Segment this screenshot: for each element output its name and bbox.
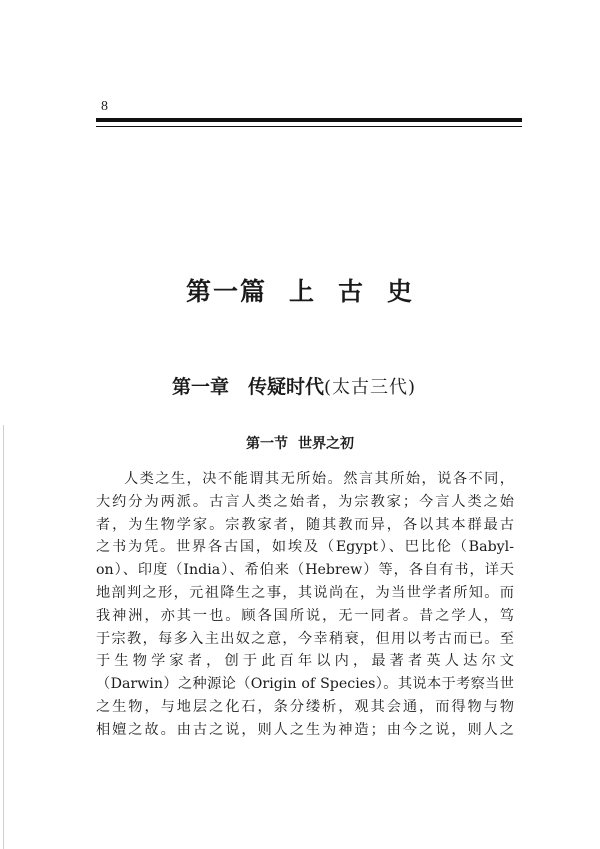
body-line: 于生物学家者，创于此百年以内，最著者英人达尔文 (96, 653, 514, 670)
chapter-title-main: 第一章 传疑时代 (172, 376, 325, 398)
section-title-label: 第一节 (246, 436, 288, 452)
scan-margin-line (3, 425, 4, 849)
part-title (0, 272, 600, 308)
body-line: 大约分为两派。古言人类之始者，为宗教家；今言人类之始 (96, 493, 514, 510)
header-rule-thin (96, 126, 522, 127)
body-line: 之书为凭。世界各古国，如埃及（Egypt）、巴比伦（Babyl- (96, 539, 514, 556)
part-title-word: 史 (387, 277, 415, 306)
section-title (0, 433, 600, 453)
part-title-word: 古 (338, 277, 366, 306)
body-line: 之生物，与地层之化石，条分缕析，观其会通，而得物与物 (96, 698, 514, 715)
page-number: 8 (101, 99, 108, 114)
body-line: 者，为生物学家。宗教家者，随其教而异，各以其本群最古 (96, 516, 514, 533)
body-line: on）、印度（India）、希伯来（Hebrew）等，各自有书，详天 (96, 562, 514, 579)
chapter-title (172, 372, 416, 399)
body-line: 人类之生，决不能谓其无所始。然言其所始，说各不同， (124, 471, 514, 487)
body-line: 于宗教，每多入主出奴之意，今幸稍衰，但用以考古而已。至 (96, 630, 514, 647)
body-paragraph (96, 468, 514, 742)
section-title-name: 世界之初 (298, 436, 354, 452)
part-title-word: 第一篇 (185, 277, 267, 306)
header-rule-thick (96, 118, 522, 122)
body-line: （Darwin）之种源论（Origin of Species）。其说本于考察当世 (96, 676, 514, 693)
body-line: 我神洲，亦其一也。顾各国所说，无一同者。昔之学人，笃 (96, 607, 514, 624)
body-line: 地剖判之形，元祖降生之事，其说尚在，为当世学者所知。而 (96, 584, 514, 601)
chapter-title-sub: (太古三代) (324, 377, 417, 398)
part-title-word: 上 (288, 277, 316, 306)
body-line: 相嬗之故。由古之说，则人之生为神造；由今之说，则人之 (96, 721, 514, 738)
